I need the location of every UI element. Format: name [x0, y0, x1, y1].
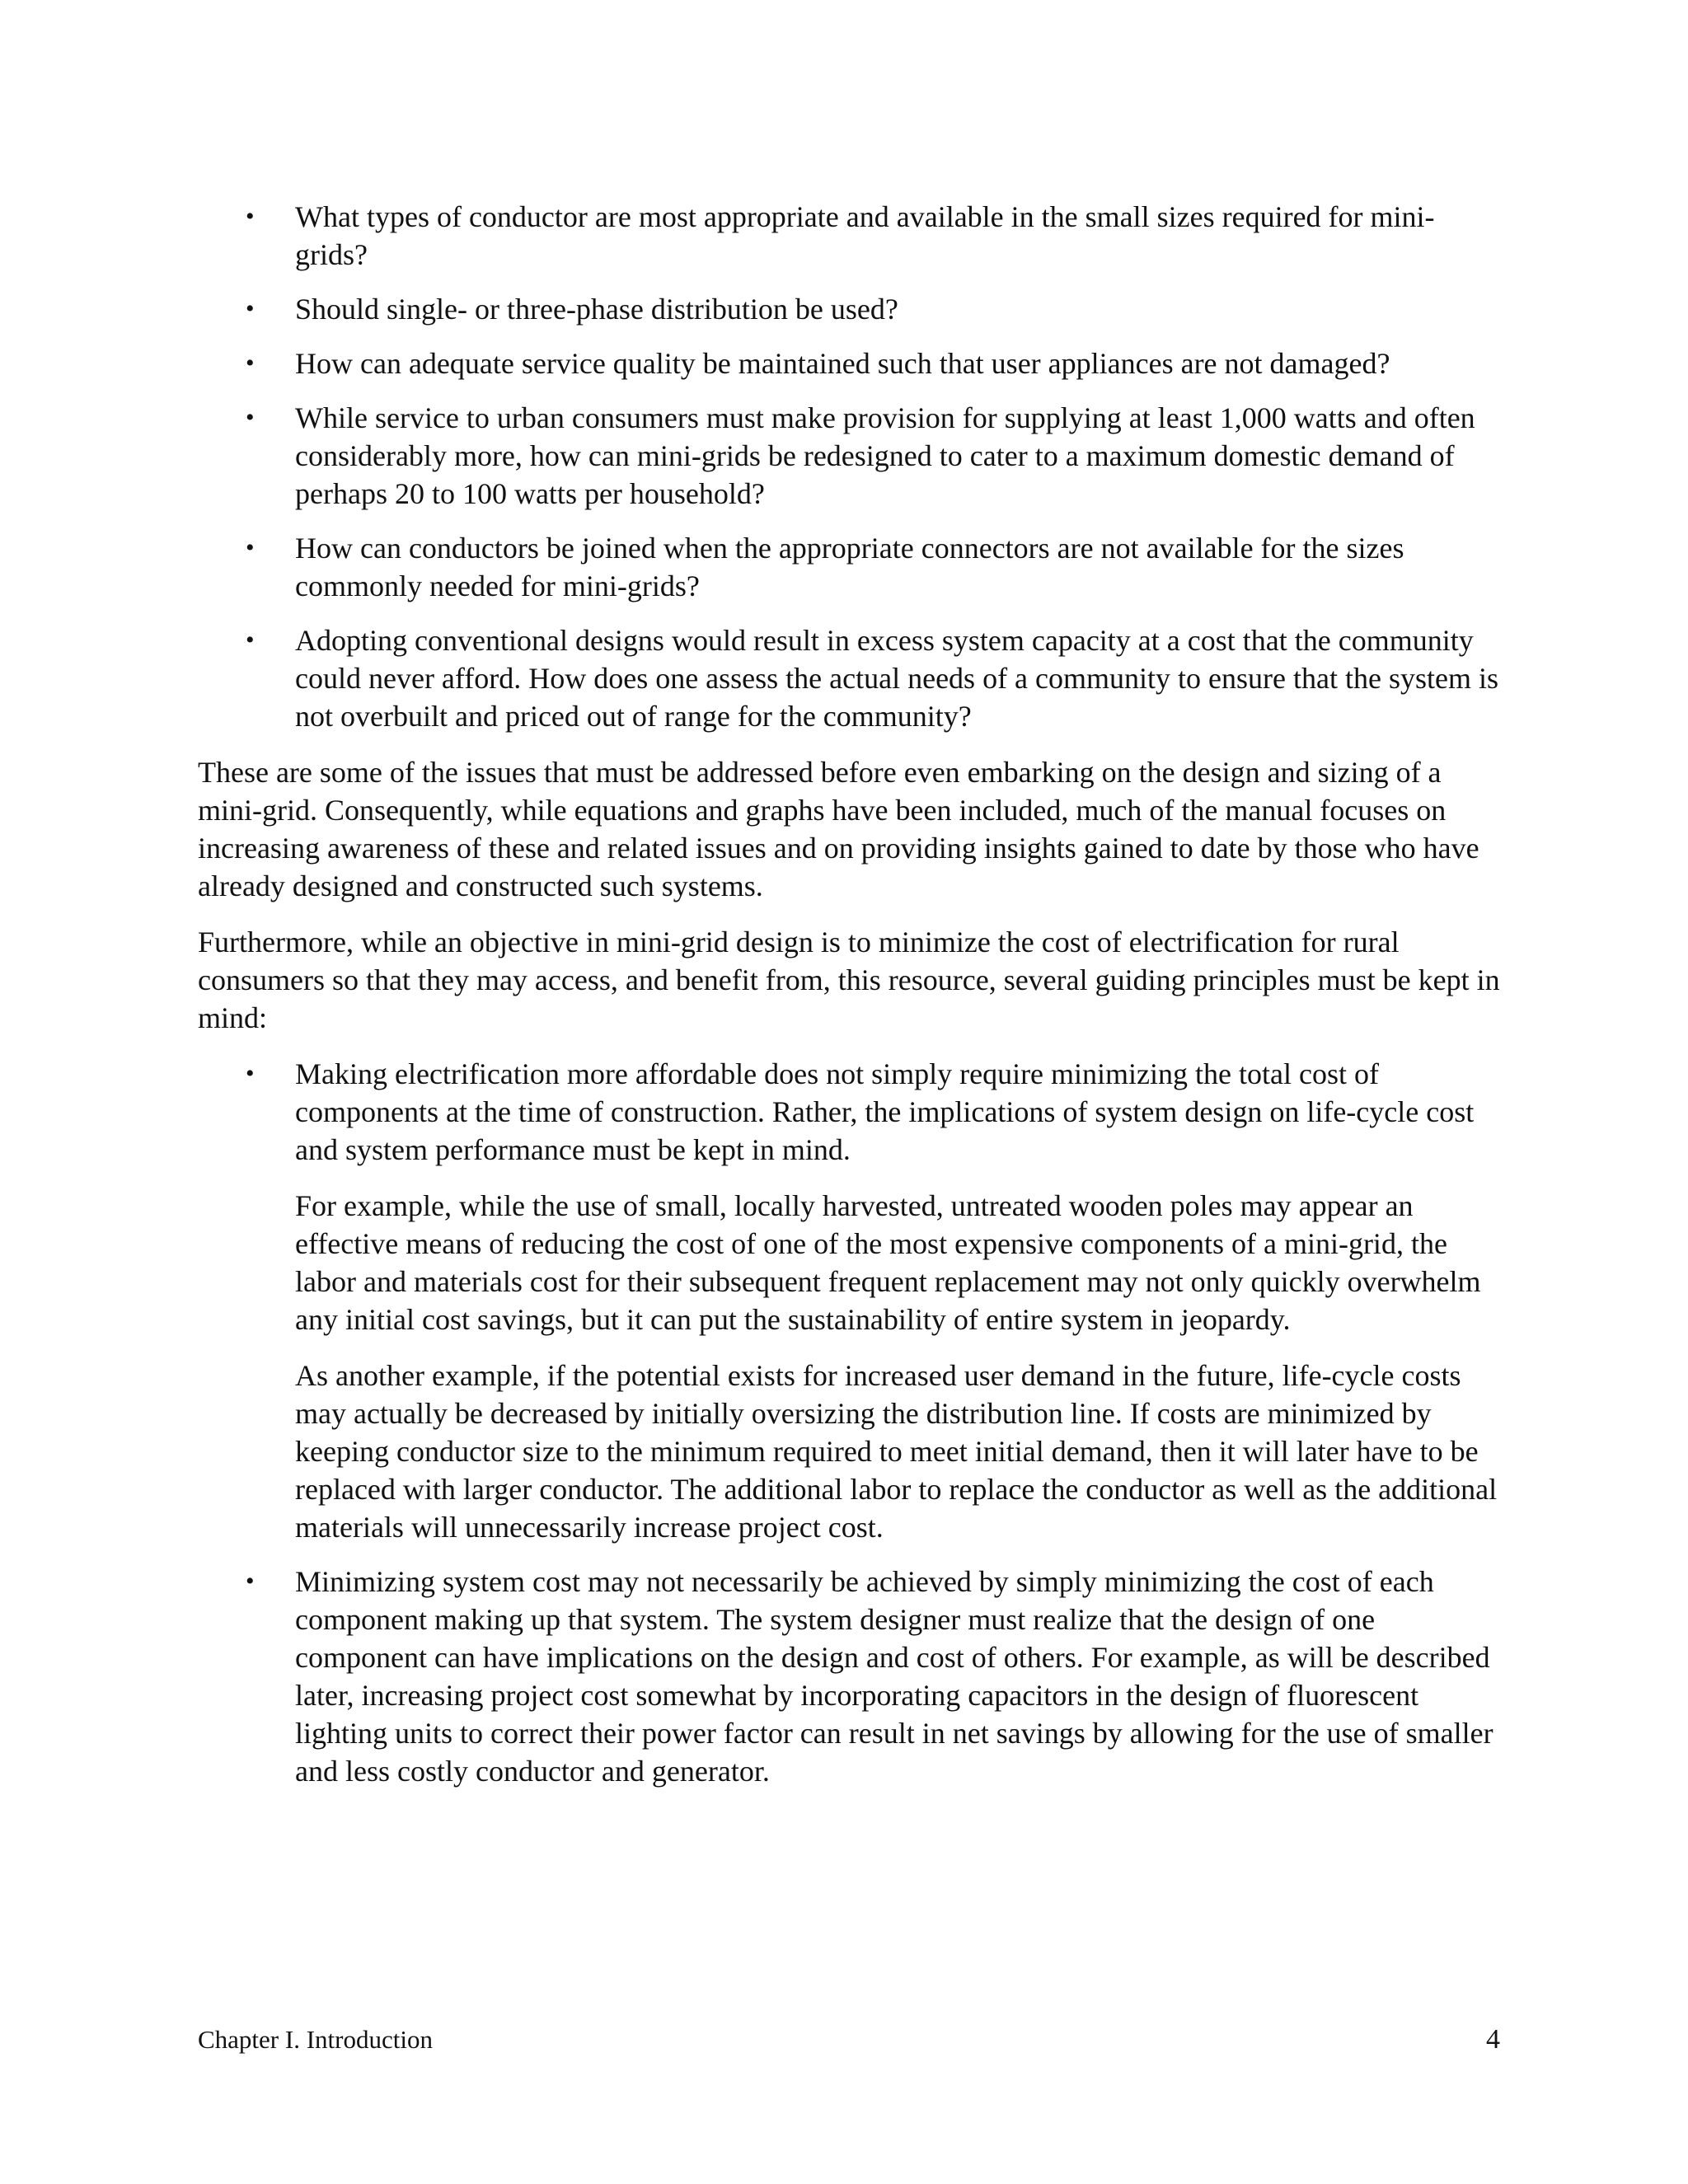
bullet-icon: • [246, 404, 255, 431]
principles-bullet-list [198, 1055, 1500, 1790]
bullet-icon: • [246, 349, 255, 377]
list-item [198, 399, 1500, 513]
example-paragraph: For example, while the use of small, locally harvested, untreated wooden poles may appear an effective means of reducing the cost of one of the most expensive components of a mini-grid, the labor and materials cost for their subsequent frequent replacement may not only quickly overwhelm any initial cost savings, but it can put the sustainability of entire system in jeopardy. [295, 1189, 1481, 1336]
guiding-principles-intro-paragraph: Furthermore, while an objective in mini-grid design is to minimize the cost of electrification for rural consumers so that they may access, and benefit from, this resource, several guiding principles must be kept in mind: [198, 926, 1500, 1034]
page-number: 4 [1486, 2024, 1500, 2055]
bullet-icon: • [246, 534, 255, 561]
issues-bullet-list [198, 198, 1500, 735]
list-item [198, 198, 1500, 274]
bullet-icon: • [246, 626, 255, 654]
list-item-text: How can conductors be joined when the appropriate connectors are not available for the sizes commonly needed for mini-grids? [295, 532, 1404, 602]
list-item [198, 529, 1500, 605]
bullet-icon: • [246, 295, 255, 322]
list-item-text: Minimizing system cost may not necessarily be achieved by simply minimizing the cost of each component making up that system. The system designer must realize that the design of one component can have implications on the design and cost of others. For example, as will be described later, increasing project cost somewhat by incorporating capacitors in the design of fluorescent lighting units to correct their power factor can result in net savings by allowing for the use of smaller and less costly conductor and generator. [295, 1565, 1493, 1788]
list-item-text: Adopting conventional designs would result in excess system capacity at a cost that the community could never afford. How does one assess the actual needs of a community to ensure that the system is not overbuilt and priced out of range for the community? [295, 624, 1498, 733]
issues-summary-paragraph: These are some of the issues that must be addressed before even embarking on the design and sizing of a mini-grid. Consequently, while equations and graphs have been included, much of the manual focuses on increasing awareness of these and related issues and on providing insights gained to date by those who have already designed and constructed such systems. [198, 756, 1479, 902]
list-item-text: What types of conductor are most appropriate and available in the small sizes required for mini-grids? [295, 200, 1435, 271]
list-item-text: How can adequate service quality be maintained such that user appliances are not damaged? [295, 347, 1390, 380]
list-item [198, 290, 1500, 328]
list-item [198, 1055, 1500, 1546]
list-item [198, 621, 1500, 735]
bullet-icon: • [246, 1568, 255, 1595]
list-item [198, 1563, 1500, 1790]
bullet-icon: • [246, 1060, 255, 1087]
list-item [198, 344, 1500, 382]
chapter-title: Chapter I. Introduction [198, 2025, 433, 2054]
document-body [198, 198, 1500, 1808]
bullet-icon: • [246, 203, 255, 230]
example-paragraph: As another example, if the potential exists for increased user demand in the future, life-cycle costs may actually be decreased by initially oversizing the distribution line. If costs are minimized by keeping conductor size to the minimum required to meet initial demand, then it will later have to be replaced with larger conductor. The additional labor to replace the conductor as well as the additional materials will unnecessarily increase project cost. [295, 1359, 1498, 1544]
list-item-text: While service to urban consumers must make provision for supplying at least 1,000 watts and often considerably more, how can mini-grids be redesigned to cater to a maximum domestic demand of perhaps 20 to 100 watts per household? [295, 401, 1475, 510]
list-item-text: Should single- or three-phase distribution be used? [295, 293, 898, 326]
list-item-text: Making electrification more affordable does not simply require minimizing the total cost of components at the time of construction. Rather, the implications of system design on life-cycle cost and system performance must be kept in mind. [295, 1057, 1475, 1166]
